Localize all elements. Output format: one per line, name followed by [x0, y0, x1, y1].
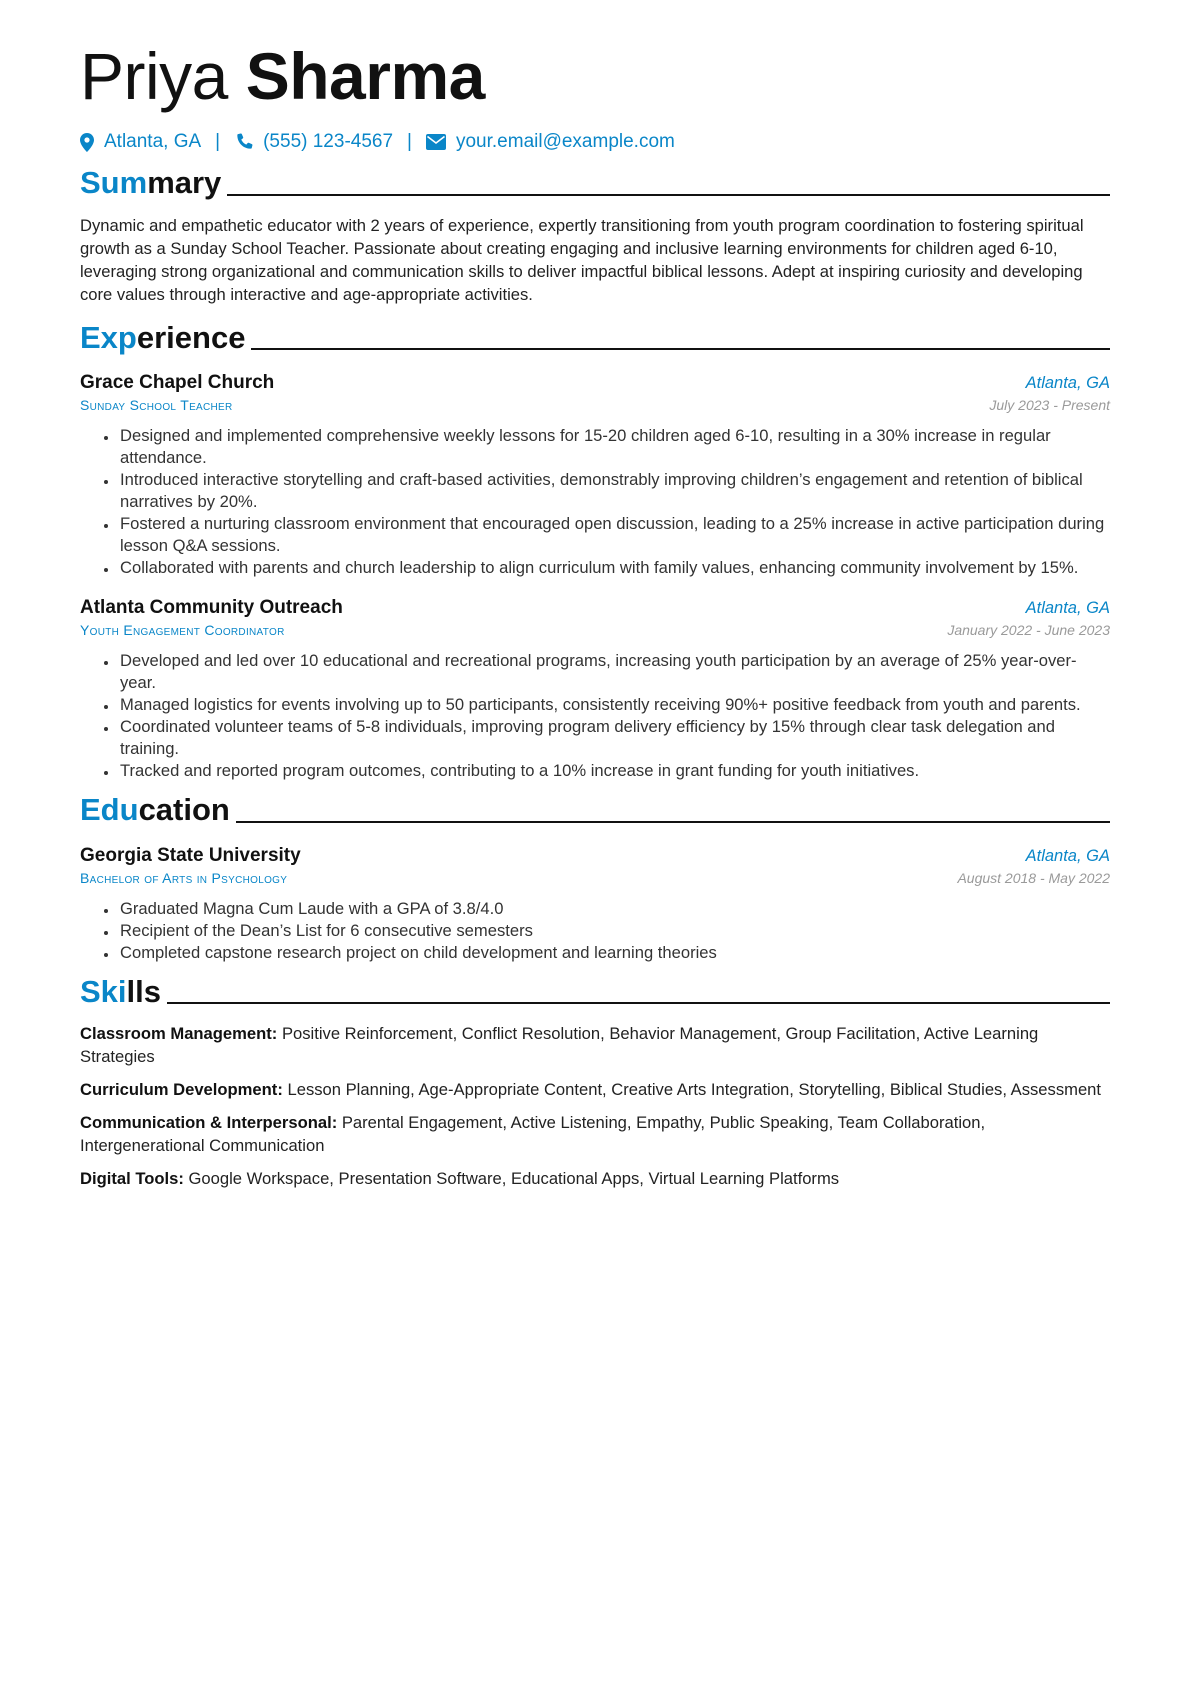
first-name: Priya: [80, 39, 228, 113]
bullet-item: • Graduated Magna Cum Laude with a GPA of 3.8/4.0: [118, 898, 1110, 920]
skill-label: Digital Tools:: [80, 1169, 184, 1189]
envelope-icon: [426, 134, 446, 150]
contact-separator: |: [215, 131, 221, 153]
experience-entry: [80, 597, 1110, 782]
heading-rule: [236, 821, 1110, 823]
skill-group: [80, 1111, 1110, 1157]
candidate-name: [80, 39, 1110, 113]
entry-dates: July 2023 - Present: [989, 397, 1110, 414]
bullet-list: [80, 898, 1110, 964]
job-title: Youth Engagement Coordinator: [80, 622, 285, 639]
location-text: Atlanta, GA: [104, 131, 202, 153]
bullet-list: [80, 425, 1110, 579]
contact-phone[interactable]: [234, 131, 393, 153]
last-name: Sharma: [245, 39, 485, 113]
summary-heading: Summary: [80, 167, 1110, 200]
experience-entry: [80, 372, 1110, 579]
phone-text: (555) 123-4567: [263, 131, 394, 153]
heading-rule: [227, 194, 1110, 196]
bullet-item: • Tracked and reported program outcomes, contributing to a 10% increase in grant funding for youth initiatives.: [118, 760, 1110, 782]
entry-dates: January 2022 - June 2023: [947, 622, 1110, 639]
skill-group: [80, 1167, 1110, 1190]
entry-location: Atlanta, GA: [1025, 599, 1110, 618]
heading-rule: [251, 348, 1110, 350]
employer-name: Grace Chapel Church: [80, 372, 275, 394]
email-text: your.email@example.com: [455, 131, 675, 153]
school-name: Georgia State University: [80, 844, 301, 866]
skill-values: Google Workspace, Presentation Software, Educational Apps, Virtual Learning Platforms: [188, 1169, 840, 1189]
contact-email[interactable]: [426, 131, 675, 153]
heading-rule: [167, 1002, 1110, 1004]
bullet-item: • Developed and led over 10 educational and recreational programs, increasing youth participation by an average of 25% year-over-year.: [118, 650, 1110, 694]
employer-name: Atlanta Community Outreach: [80, 597, 343, 619]
entry-dates: August 2018 - May 2022: [957, 869, 1110, 886]
skill-values: Positive Reinforcement, Conflict Resolution, Behavior Management, Group Facilitation, Active Learning Strategies: [80, 1024, 1039, 1067]
skills-list: [80, 1022, 1110, 1190]
degree-title: Bachelor of Arts in Psychology: [80, 869, 288, 886]
bullet-item: • Completed capstone research project on child development and learning theories: [118, 942, 1110, 964]
bullet-item: • Fostered a nurturing classroom environment that encouraged open discussion, leading to a 25% increase in active participation during lesson Q&A sessions.: [118, 513, 1110, 557]
bullet-item: • Managed logistics for events involving up to 50 participants, consistently receiving 90%+ positive feedback from youth and parents.: [118, 694, 1110, 716]
education-heading: Education: [80, 794, 1110, 827]
phone-icon: [234, 133, 253, 152]
entry-location: Atlanta, GA: [1025, 846, 1110, 865]
bullet-list: [80, 650, 1110, 782]
skill-values: Parental Engagement, Active Listening, Empathy, Public Speaking, Team Collaboration, Intergenerational Communication: [80, 1113, 986, 1156]
summary-text: Dynamic and empathetic educator with 2 years of experience, expertly transitioning from youth program coordination to fostering spiritual growth as a Sunday School Teacher. Passionate about creating engaging and inclusive learning environments for children aged 6-10, leveraging strong organizational and communication skills to deliver impactful biblical lessons. Adept at inspiring curiosity and developing core values through interactive and age-appropriate activities.: [80, 215, 1084, 304]
skill-label: Classroom Management:: [80, 1024, 278, 1044]
bullet-item: • Recipient of the Dean’s List for 6 consecutive semesters: [118, 920, 1110, 942]
job-title: Sunday School Teacher: [80, 397, 233, 414]
skill-group: [80, 1022, 1110, 1068]
contact-separator: |: [407, 131, 412, 153]
skills-heading: Skills: [80, 976, 1110, 1009]
bullet-item: • Coordinated volunteer teams of 5-8 individuals, improving program delivery efficiency by 15% through clear task delegation and training.: [118, 716, 1110, 760]
education-entry: [80, 845, 1110, 964]
skill-label: Communication & Interpersonal:: [80, 1113, 338, 1133]
skill-label: Curriculum Development:: [80, 1080, 283, 1100]
skill-values: Lesson Planning, Age-Appropriate Content, Creative Arts Integration, Storytelling, Biblical Studies, Assessment: [287, 1080, 1102, 1100]
skill-group: [80, 1078, 1110, 1101]
contact-bar: [80, 131, 1110, 153]
entry-location: Atlanta, GA: [1025, 374, 1110, 393]
map-pin-icon: [80, 133, 94, 152]
bullet-item: • Collaborated with parents and church leadership to align curriculum with family values, enhancing community involvement by 15%.: [118, 557, 1110, 579]
bullet-item: • Designed and implemented comprehensive weekly lessons for 15-20 children aged 6-10, resulting in a 30% increase in regular attendance.: [118, 425, 1110, 469]
experience-heading: Experience: [80, 322, 1110, 355]
contact-location: [80, 131, 201, 153]
bullet-item: • Introduced interactive storytelling and craft-based activities, demonstrably improving children’s engagement and retention of biblical narratives by 20%.: [118, 469, 1110, 513]
